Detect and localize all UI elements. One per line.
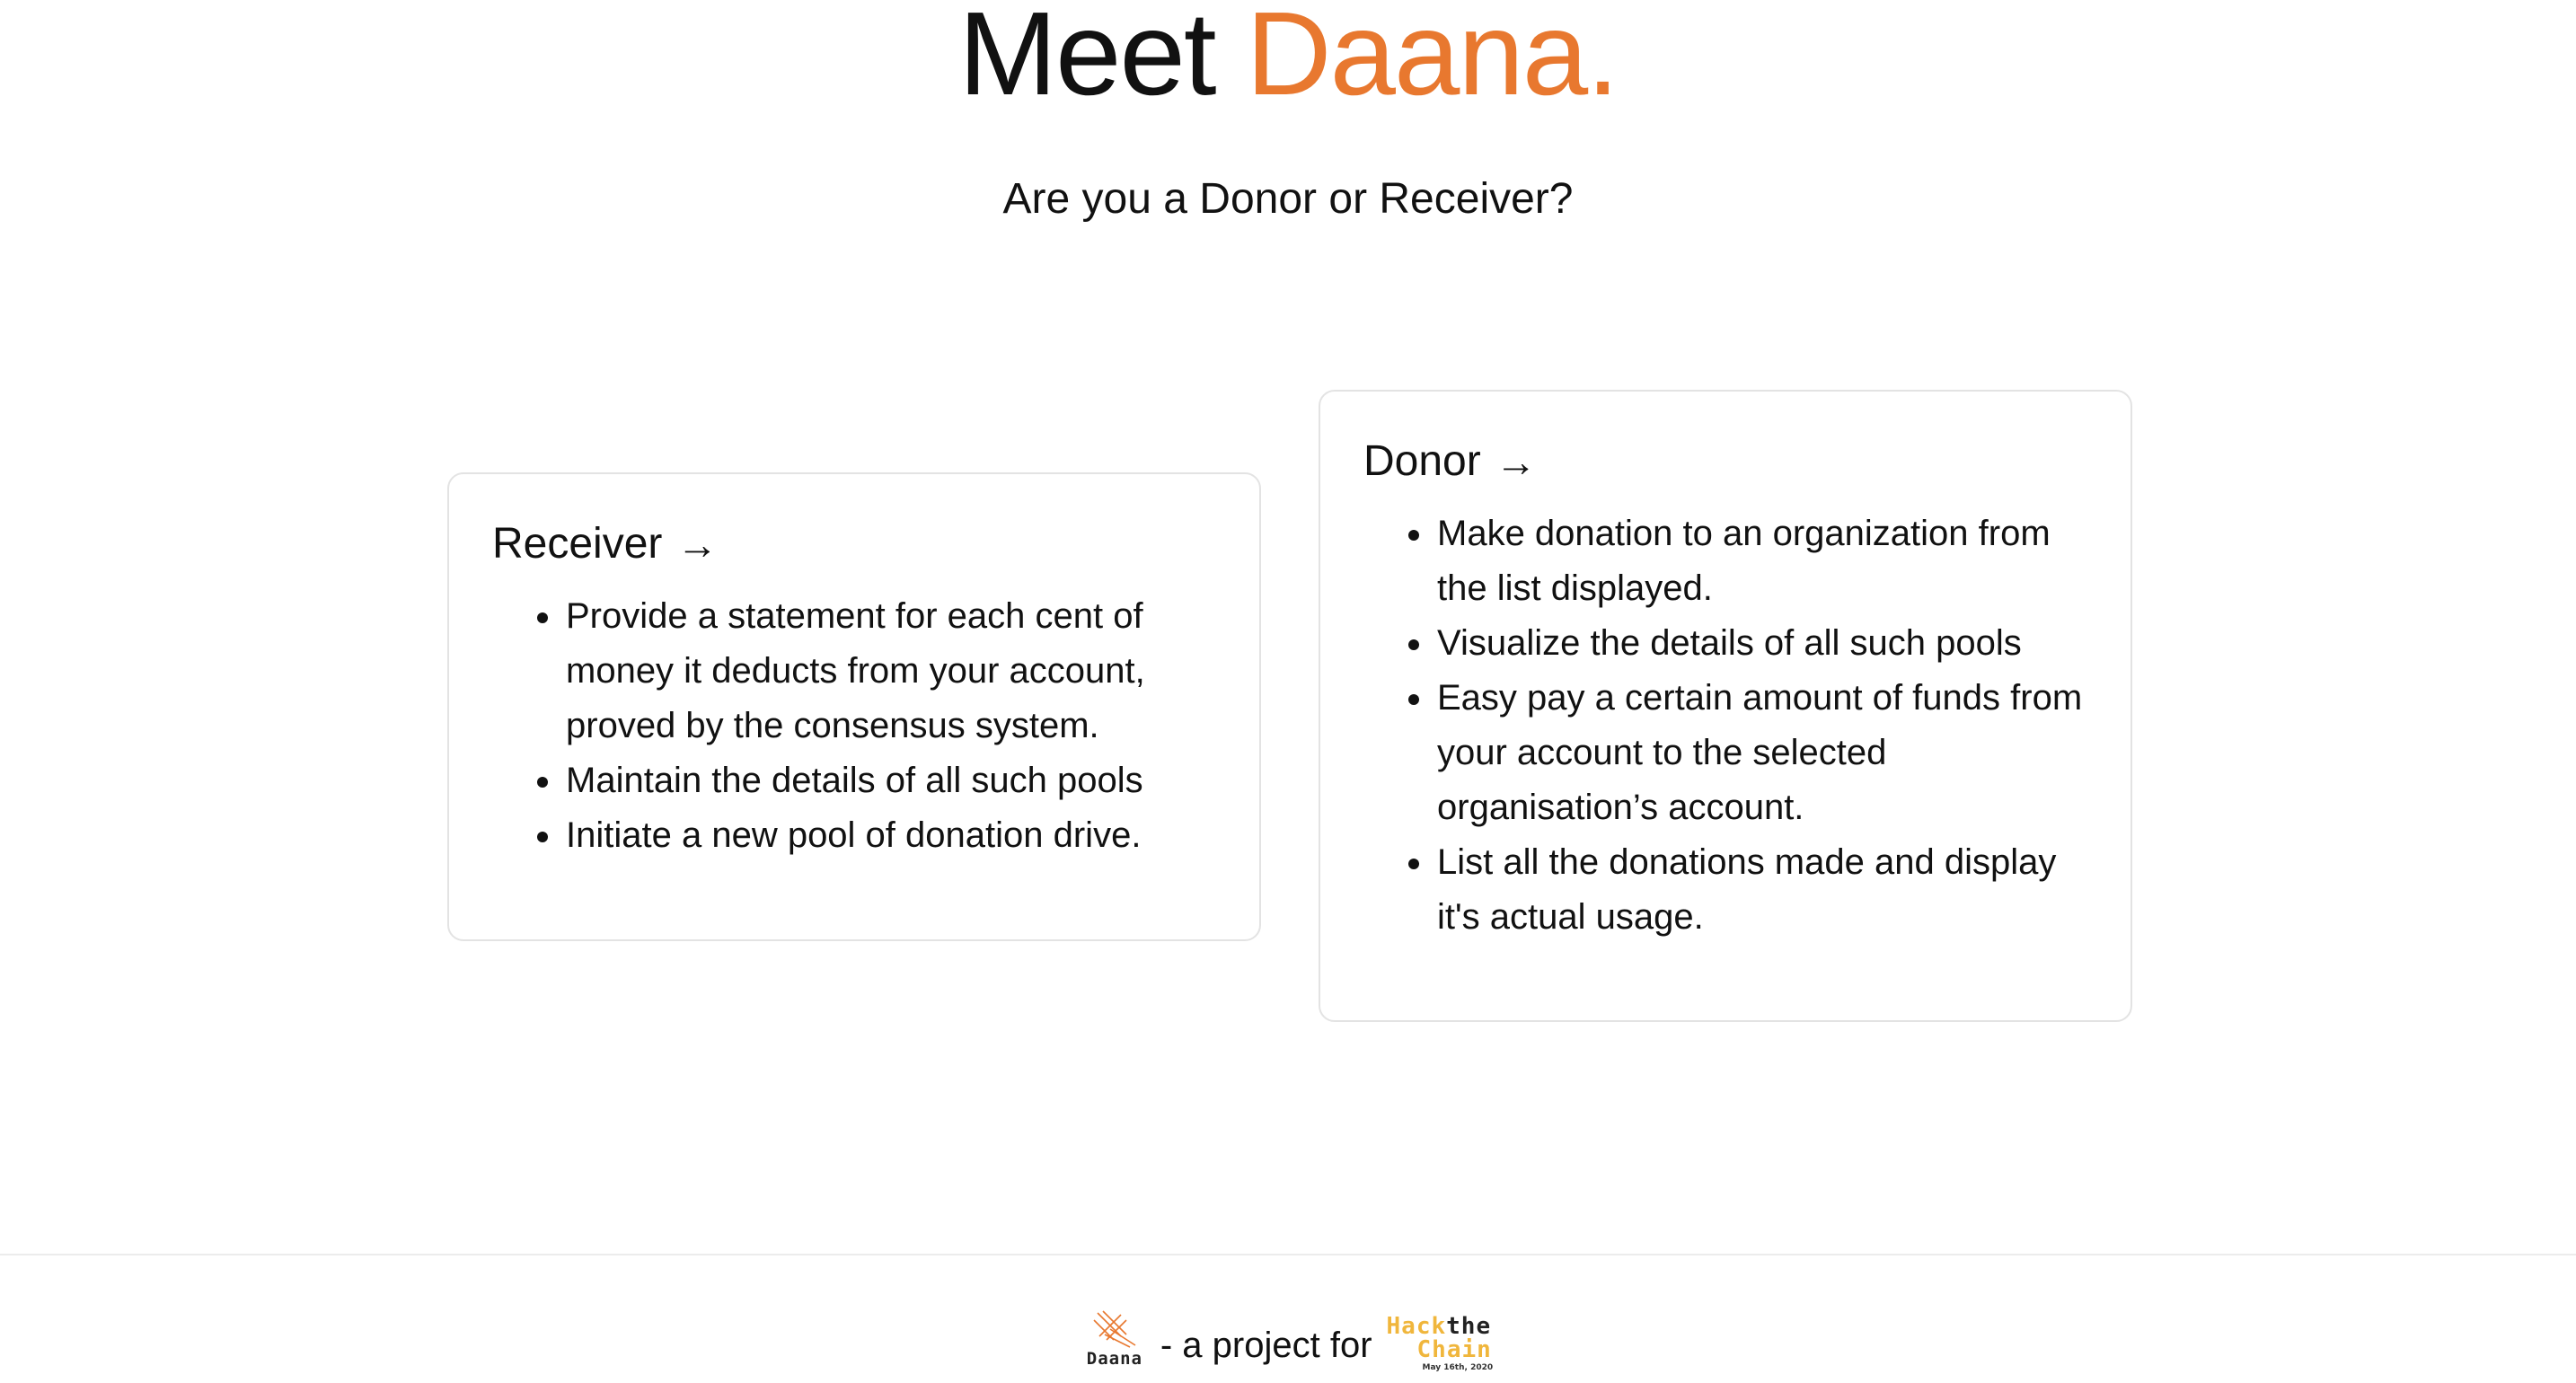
htc-date-text: May 16th, 2020 [1422, 1363, 1494, 1372]
list-item: • Easy pay a certain amount of funds from your account to the selected organisation’s account. [1435, 671, 2095, 835]
daana-logo-icon [1090, 1309, 1139, 1349]
hack-the-chain-logo [1387, 1315, 1494, 1374]
receiver-feature-list [492, 589, 1223, 863]
receiver-card-title: Receiver [492, 520, 663, 568]
footer-tagline: - a project for [1160, 1326, 1372, 1365]
hero-title-prefix: Meet [958, 0, 1247, 119]
list-item: • Make donation to an organization from the list displayed. [1435, 507, 2095, 616]
hero-title [0, 0, 2576, 117]
page-subtitle: Are you a Donor or Receiver? [1002, 175, 1574, 223]
donor-card [1319, 390, 2132, 1022]
htc-the-text: the [1446, 1313, 1492, 1340]
hero-title-brand: Daana. [1246, 0, 1618, 119]
donor-feature-list [1363, 507, 2095, 945]
footer [0, 1309, 2576, 1372]
daana-logo [1083, 1309, 1146, 1369]
htc-chain-text: Chain [1416, 1336, 1492, 1363]
receiver-link[interactable] [492, 474, 1223, 571]
donor-card-title: Donor [1363, 437, 1481, 485]
list-item: • Provide a statement for each cent of money it deducts from your account, proved by the consensus system. [564, 589, 1223, 753]
donor-link[interactable] [1363, 392, 2095, 489]
list-item: • Initiate a new pool of donation drive. [564, 808, 1223, 863]
receiver-card [447, 472, 1261, 941]
arrow-right-icon: → [676, 521, 719, 568]
arrow-right-icon: → [1495, 438, 1537, 485]
list-item: • List all the donations made and display it's actual usage. [1435, 835, 2095, 945]
daana-logo-text: Daana [1086, 1349, 1142, 1369]
list-item: • Visualize the details of all such pools [1435, 616, 2095, 671]
footer-divider [0, 1254, 2576, 1255]
htc-hack-text: Hack [1386, 1313, 1447, 1340]
list-item: • Maintain the details of all such pools [564, 753, 1223, 808]
